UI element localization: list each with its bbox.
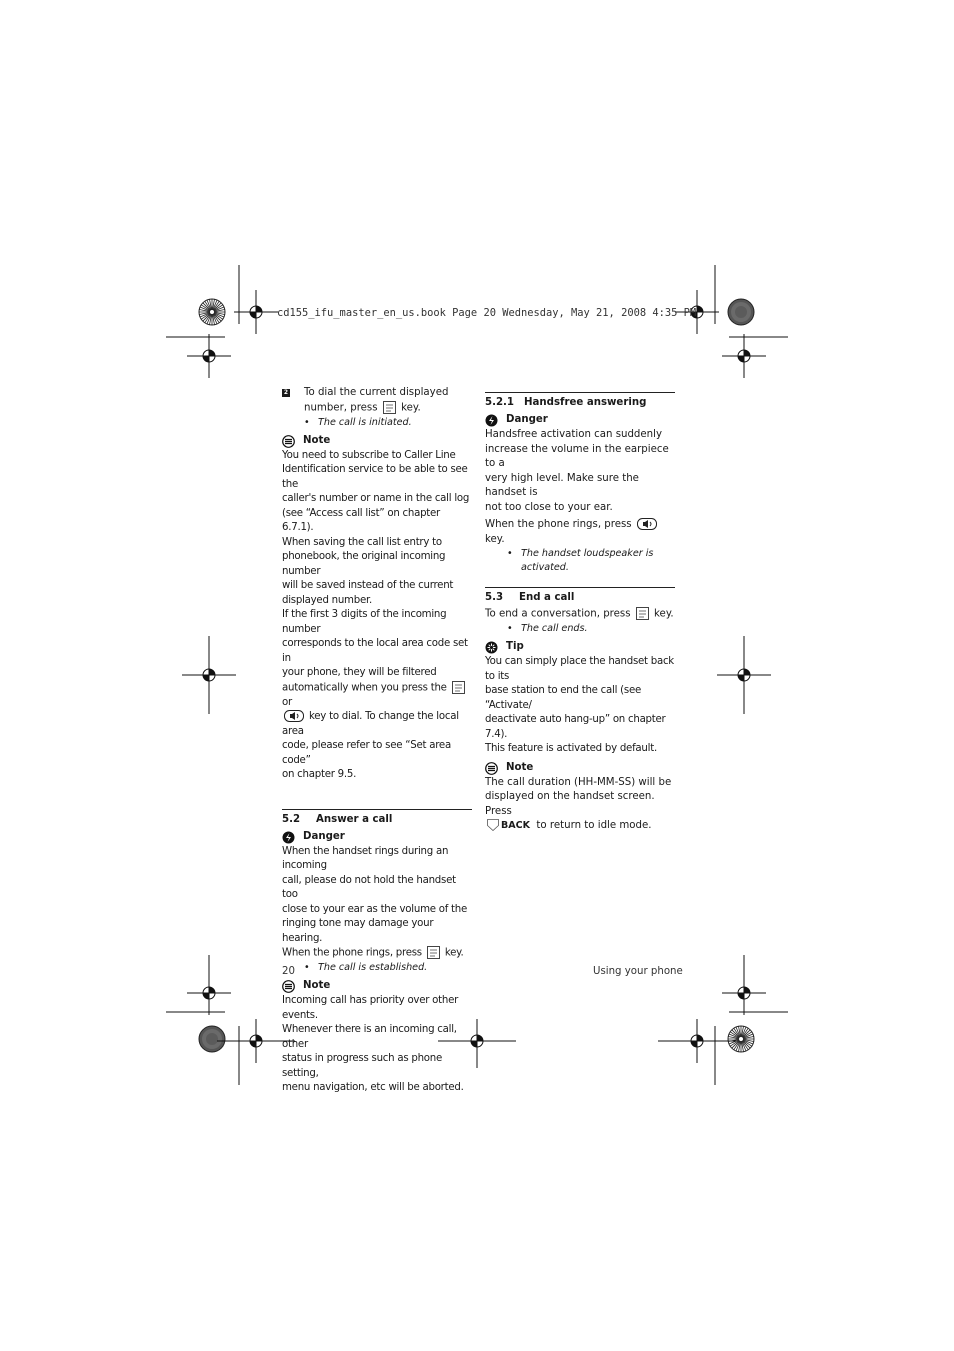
talk-key-icon	[452, 681, 465, 694]
talk-key-icon	[383, 401, 396, 414]
end-result: • The call ends.	[485, 622, 675, 636]
danger-label: Danger	[282, 830, 472, 845]
note-label-2: Note	[282, 979, 472, 994]
speaker-key-icon	[637, 518, 657, 530]
danger-text: When the handset rings during an incoming call, please do not hold the handset too close to your ear as the volume of the ringing tone may damage your hearing. When the phone rings, press key.	[282, 845, 468, 959]
left-column	[282, 386, 472, 1096]
note-icon	[282, 980, 295, 993]
handsfree-result: • The handset loudspeaker is	[485, 547, 675, 561]
section-5-2-1-heading: 5.2.1 Handsfree answering	[485, 397, 647, 408]
danger-label-2: Danger	[485, 413, 675, 428]
danger-text-2: Handsfree activation can suddenly increase the volume in the earpiece to a very high level. Make sure the handset is not too close to your ear. When the phone rings, press key.	[485, 429, 669, 545]
end-call-text: To end a conversation, press key.	[485, 608, 674, 620]
note-text: You need to subscribe to Caller Line Identification service to be able to see the caller's number or name in the call log (see “Access call list” on chapter 6.7.1). When saving the call list entry to phonebook, the original incoming number will be saved instead of the current displayed number. If the first 3 digits of the incoming number corresponds to the local area code set in your phone, they will be filtered automatically when you press the or key to dial. To change the local area code, please refer to see “Set area code” on chapter 9.5.	[282, 449, 470, 780]
section-5-3-heading: 5.3 End a call	[485, 592, 575, 603]
book-header: cd155_ifu_master_en_us.book Page 20 Wednesday, May 21, 2008 4:35 PM	[277, 307, 697, 319]
step-text-2: number, press key.	[304, 402, 421, 413]
danger-icon	[282, 831, 295, 844]
step-text: To dial the current displayed	[304, 387, 449, 398]
tip-icon	[485, 641, 498, 654]
note-text-3: The call duration (HH-MM-SS) will be displayed on the handset screen. Press BACK to return to idle mode.	[485, 776, 672, 831]
note-label-3: Note	[485, 761, 675, 776]
step-number: 2	[283, 389, 289, 396]
tip-label: Tip	[485, 640, 675, 655]
note-icon	[485, 762, 498, 775]
tip-text: You can simply place the handset back to its base station to end the call (see “Activate/ deactivate auto hang-up” on chapter 7.4). This feature is activated by default.	[485, 656, 674, 754]
note-icon	[282, 435, 295, 448]
speaker-key-icon	[284, 710, 304, 722]
section-5-2-heading: 5.2 Answer a call	[282, 813, 393, 825]
page-number: 20	[282, 966, 295, 977]
note-text-2: Incoming call has priority over other events. Whenever there is an incoming call, other status in progress such as phone setting, menu navigation, etc will be aborted.	[282, 995, 464, 1093]
danger-icon	[485, 414, 498, 427]
talk-key-icon	[427, 946, 440, 959]
back-key-icon	[487, 819, 499, 831]
step-result: • The call is initiated.	[282, 416, 472, 430]
answer-result: • The call is established.	[282, 961, 472, 975]
end-key-icon	[636, 607, 649, 620]
note-label: Note	[282, 434, 472, 449]
right-column	[485, 392, 675, 834]
footer-section: Using your phone	[593, 966, 683, 977]
step-2	[282, 386, 472, 416]
handsfree-result-2: activated.	[521, 562, 569, 573]
